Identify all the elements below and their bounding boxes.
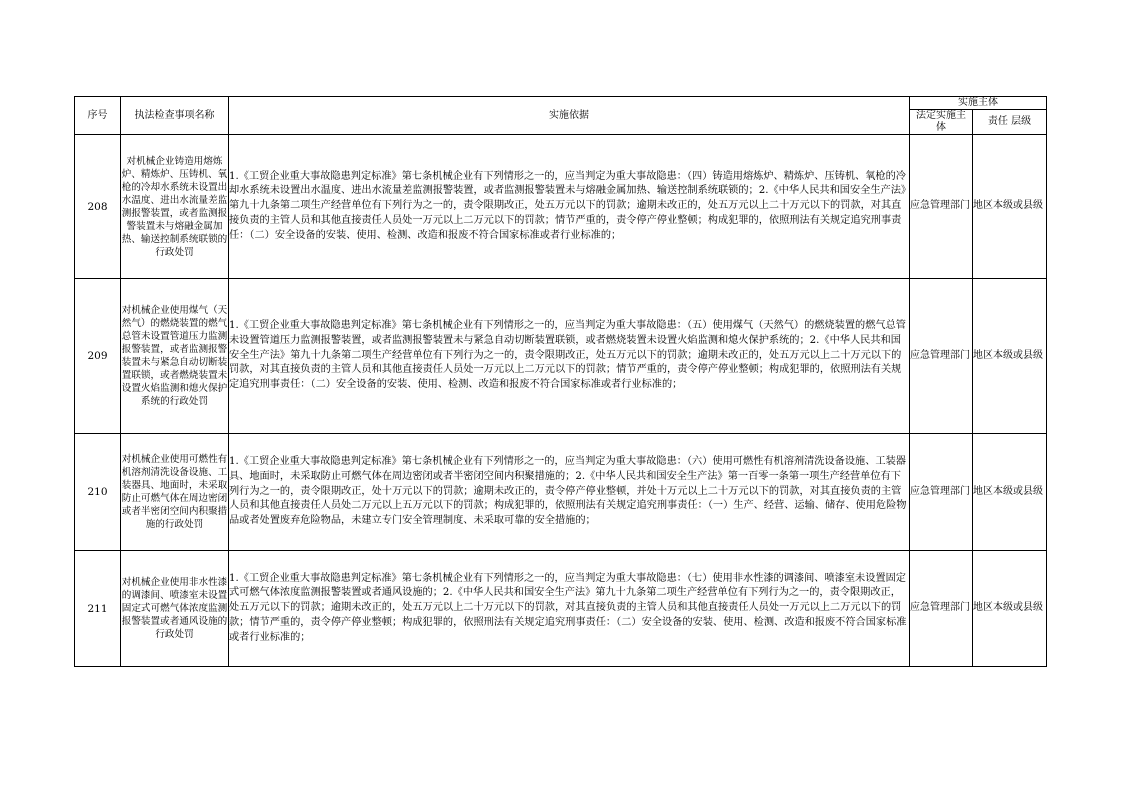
row-subject: 应急管理部门 [910,279,973,434]
row-item-name: 对机械企业使用煤气（天然气）的燃烧装置的燃气总管未设置管道压力监测报警装置，或者监测报警装置未与紧急自动切断装置联锁，或者燃烧装置未设置火焰监测和熄火保护系统的行政处罚 [121,279,229,434]
row-item-name: 对机械企业使用非水性漆的调漆间、喷漆室未设置固定式可燃气体浓度监测报警装置或者通风设施的行政处罚 [121,551,229,667]
header-no: 序号 [75,97,121,135]
row-no: 210 [75,434,121,551]
row-level: 地区本级或县级 [973,434,1047,551]
header-item-name: 执法检查事项名称 [121,97,229,135]
row-level: 地区本级或县级 [973,135,1047,279]
row-subject: 应急管理部门 [910,135,973,279]
row-level: 地区本级或县级 [973,279,1047,434]
row-basis: 1.《工贸企业重大事故隐患判定标准》第七条机械企业有下列情形之一的，应当判定为重大事故隐患：（五）使用煤气（天然气）的燃烧装置的燃气总管未设置管道压力监测报警装置，或者监测报警装置未与紧急自动切断装置联锁，或者燃烧装置未设置火焰监测和熄火保护系统的；2.《中华人民共和国安全生产法》第九十九条第二项生产经营单位有下列行为之一的，责令限期改正，处五万元以下的罚款；逾期未改正的，处五万元以上二十万元以下的罚款，对其直接负责的主管人员和其他直接责任人员处一万元以上二万元以下的罚款；情节严重的，责令停产停业整顿；构成犯罪的，依照刑法有关规定追究刑事责任：（二）安全设备的安装、使用、检测、改造和报废不符合国家标准或者行业标准的； [229,279,910,434]
row-level: 地区本级或县级 [973,551,1047,667]
header-basis: 实施依据 [229,97,910,135]
table-row [75,551,1047,667]
table-row [75,279,1047,434]
table-row [75,135,1047,279]
row-no: 208 [75,135,121,279]
header-subject-group: 实施主体 [910,97,1047,110]
row-basis: 1.《工贸企业重大事故隐患判定标准》第七条机械企业有下列情形之一的，应当判定为重大事故隐患：（四）铸造用熔炼炉、精炼炉、压铸机、氧枪的冷却水系统未设置出水温度、进出水流量差监测报警装置，或者监测报警装置未与熔融金属加热、输送控制系统联锁的；2.《中华人民共和国安全生产法》第九十九条第二项生产经营单位有下列行为之一的，责令限期改正，处五万元以下的罚款；逾期未改正的，处五万元以上二十万元以下的罚款，对其直接负责的主管人员和其他直接责任人员处一万元以上二万元以下的罚款；情节严重的，责令停产停业整顿；构成犯罪的，依照刑法有关规定追究刑事责任：（二）安全设备的安装、使用、检测、改造和报废不符合国家标准或者行业标准的； [229,135,910,279]
row-subject: 应急管理部门 [910,434,973,551]
header-resp-level: 责任 层级 [973,110,1047,135]
row-no: 209 [75,279,121,434]
header-legal-subject: 法定实施主体 [910,110,973,135]
row-item-name: 对机械企业铸造用熔炼炉、精炼炉、压铸机、氧枪的冷却水系统未设置出水温度、进出水流量差监测报警装置，或者监测报警装置未与熔融金属加热、输送控制系统联锁的行政处罚 [121,135,229,279]
row-subject: 应急管理部门 [910,551,973,667]
row-basis: 1.《工贸企业重大事故隐患判定标准》第七条机械企业有下列情形之一的，应当判定为重大事故隐患：（七）使用非水性漆的调漆间、喷漆室未设置固定式可燃气体浓度监测报警装置或者通风设施的；2.《中华人民共和国安全生产法》第九十九条第二项生产经营单位有下列行为之一的，责令限期改正，处五万元以下的罚款；逾期未改正的，处五万元以上二十万元以下的罚款，对其直接负责的主管人员和其他直接责任人员处一万元以上二万元以下的罚款；情节严重的，责令停产停业整顿；构成犯罪的，依照刑法有关规定追究刑事责任：（二）安全设备的安装、使用、检测、改造和报废不符合国家标准或者行业标准的； [229,551,910,667]
row-no: 211 [75,551,121,667]
row-basis: 1.《工贸企业重大事故隐患判定标准》第七条机械企业有下列情形之一的，应当判定为重大事故隐患：（六）使用可燃性有机溶剂清洗设备设施、工装器具、地面时，未采取防止可燃气体在周边密闭或者半密闭空间内积聚措施的；2.《中华人民共和国安全生产法》第一百零一条第一项生产经营单位有下列行为之一的，责令限期改正，处十万元以下的罚款；逾期未改正的，责令停产停业整顿，并处十万元以上二十万元以下的罚款，对其直接负责的主管人员和其他直接责任人员处二万元以上五万元以下的罚款；构成犯罪的，依照刑法有关规定追究刑事责任：（一）生产、经营、运输、储存、使用危险物品或者处置废弃危险物品，未建立专门安全管理制度、未采取可靠的安全措施的； [229,434,910,551]
enforcement-items-table [74,96,1047,667]
table-row [75,434,1047,551]
row-item-name: 对机械企业使用可燃性有机溶剂清洗设备设施、工装器具、地面时，未采取防止可燃气体在周边密闭或者半密闭空间内积聚措施的行政处罚 [121,434,229,551]
